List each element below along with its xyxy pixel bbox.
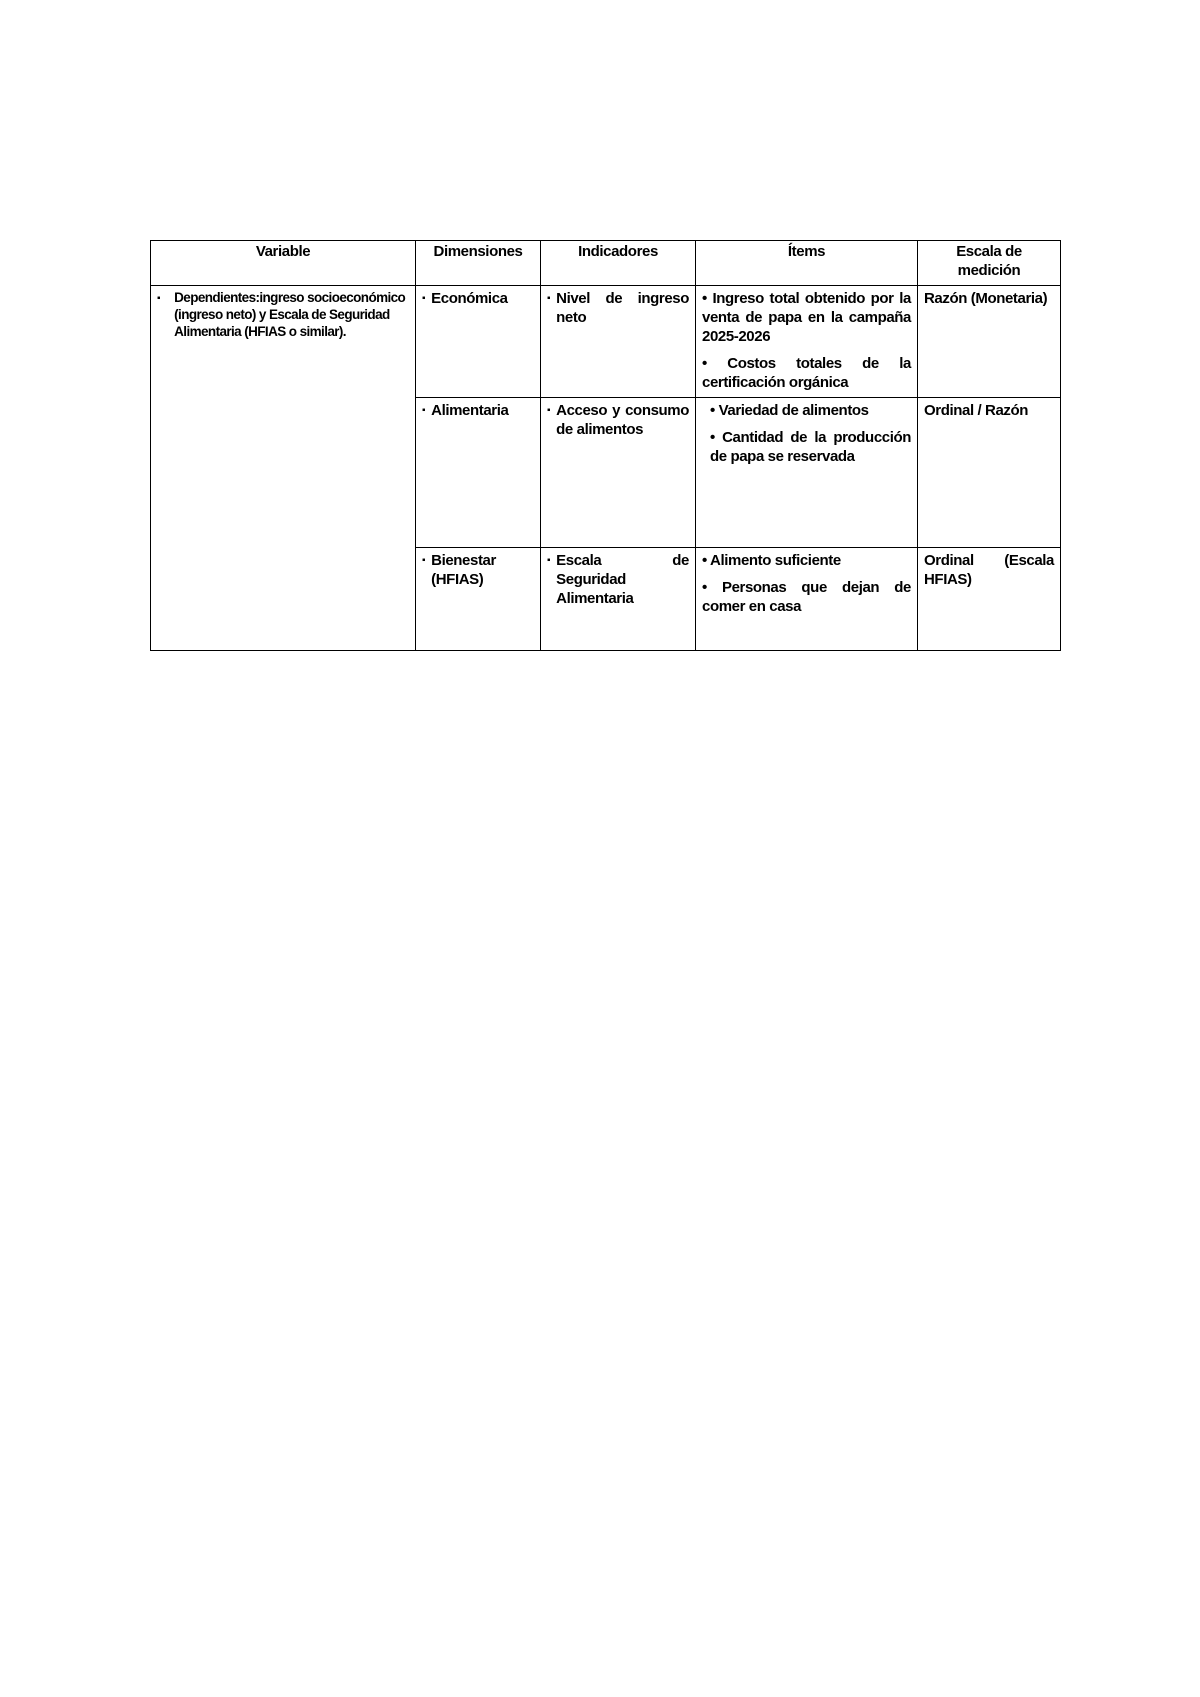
item-line: • Cantidad de la producción de papa se reservada [710,429,911,465]
header-dimensiones: Dimensiones [416,241,541,286]
variable-cell [151,286,416,651]
indicator-cell [541,398,696,548]
items-cell [696,286,918,398]
header-indicadores: Indicadores [541,241,696,286]
indicator-text: Acceso y consumo de alimentos [556,402,689,438]
dimension-text: Económica [431,290,508,307]
dimension-text: Bienestar (HFIAS) [431,552,496,588]
indicator-cell [541,286,696,398]
bullet-icon: ▪ [422,405,426,416]
bullet-icon: ▪ [422,555,426,566]
header-items: Ítems [696,241,918,286]
indicator-text: Nivel de ingreso neto [556,290,689,326]
bullet-icon: ▪ [547,293,551,304]
operationalization-table [150,240,1061,651]
variable-text: Dependientes:ingreso socioeconómico (ingreso neto) y Escala de Seguridad Alimentaria (HFIAS o similar). [174,290,406,339]
header-variable: Variable [151,241,416,286]
item-line: • Variedad de alimentos [710,402,869,419]
bullet-icon: ▪ [547,555,551,566]
dimension-text: Alimentaria [431,402,509,419]
item-line: • Costos totales de la certificación orgánica [702,355,911,391]
header-escala: Escala de medición [918,241,1061,286]
item-line: • Alimento suficiente [702,552,841,569]
dimension-cell [416,398,541,548]
bullet-icon: ▪ [157,293,161,304]
table-row [151,286,1061,398]
items-cell [696,398,918,548]
bullet-icon: ▪ [547,405,551,416]
scale-cell: Razón (Monetaria) [918,286,1061,398]
dimension-cell [416,286,541,398]
scale-cell: Ordinal (Escala HFIAS) [918,548,1061,651]
item-line: • Ingreso total obtenido por la venta de papa en la campaña 2025-2026 [702,290,911,345]
bullet-icon: ▪ [422,293,426,304]
indicator-cell [541,548,696,651]
item-line: • Personas que dejan de comer en casa [702,579,911,615]
indicator-text: Escala de Seguridad Alimentaria [556,552,689,607]
table-header-row [151,241,1061,286]
items-cell [696,548,918,651]
dimension-cell [416,548,541,651]
scale-cell: Ordinal / Razón [918,398,1061,548]
